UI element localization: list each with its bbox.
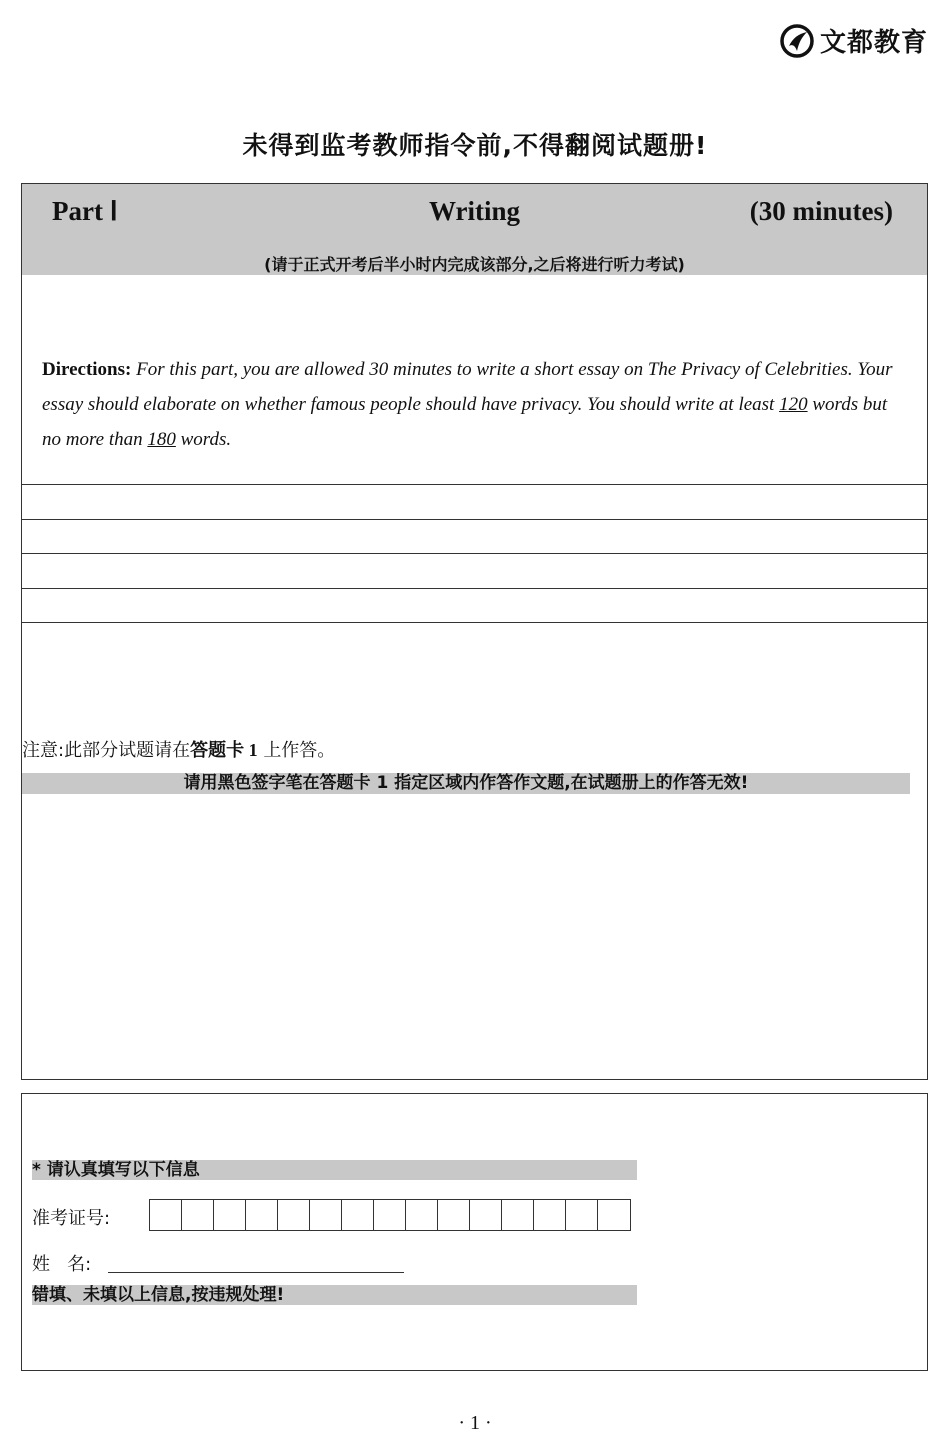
info-footer: 错填、未填以上信息,按违规处理! <box>32 1285 637 1305</box>
top-warning: 未得到监考教师指令前,不得翻阅试题册! <box>242 131 708 160</box>
id-digit-cell[interactable] <box>566 1200 598 1230</box>
id-digit-cell[interactable] <box>246 1200 278 1230</box>
candidate-info-box <box>21 1093 928 1371</box>
section-header <box>22 184 927 275</box>
answer-card-ref: 答题卡 1 <box>190 740 258 760</box>
id-digit-cell[interactable] <box>534 1200 566 1230</box>
id-digit-cell[interactable] <box>342 1200 374 1230</box>
info-header: * 请认真填写以下信息 <box>32 1160 637 1180</box>
id-digit-cell[interactable] <box>214 1200 246 1230</box>
id-digit-cell[interactable] <box>438 1200 470 1230</box>
id-digit-cell[interactable] <box>470 1200 502 1230</box>
id-digit-cell[interactable] <box>406 1200 438 1230</box>
divider-line <box>22 519 927 520</box>
directions-text <box>42 359 893 450</box>
id-digit-cell[interactable] <box>502 1200 534 1230</box>
divider-line <box>22 588 927 589</box>
divider-line <box>22 553 927 554</box>
id-digit-cell[interactable] <box>150 1200 182 1230</box>
id-digit-cell[interactable] <box>182 1200 214 1230</box>
divider-line <box>22 484 927 485</box>
directions-text-part: words. <box>175 429 232 450</box>
page-number: · 1 · <box>458 1412 492 1434</box>
publisher-logo <box>780 22 928 59</box>
min-words: 120 <box>779 394 808 415</box>
notice-band: 请用黑色签字笔在答题卡 1 指定区域内作答作文题,在试题册上的作答无效! <box>22 773 910 794</box>
notice-prefix: 注意:此部分试题请在 <box>22 740 191 761</box>
wendu-logo-icon <box>780 24 814 58</box>
part-note: (请于正式开考后半小时内完成该部分,之后将进行听力考试) <box>264 255 685 274</box>
directions-text-part: words but no more than <box>42 394 888 450</box>
directions-text-part: For this part, you are allowed 30 minutes to write a short essay on The Privacy of Celebrities. Your essay should elaborate on whether famous people should have privacy. You should write at least <box>42 359 893 415</box>
id-digit-cell[interactable] <box>598 1200 630 1230</box>
part-label: Part Ⅰ <box>52 196 118 226</box>
notice-suffix: 上作答。 <box>263 740 336 761</box>
max-words: 180 <box>147 429 176 450</box>
id-digit-cell[interactable] <box>278 1200 310 1230</box>
directions-label: Directions: <box>42 359 132 380</box>
answer-notice <box>22 736 335 762</box>
id-digit-cell[interactable] <box>310 1200 342 1230</box>
part-time: (30 minutes) <box>749 196 893 226</box>
name-label: 姓 名: <box>32 1254 92 1275</box>
directions <box>42 352 907 457</box>
candidate-id-grid[interactable] <box>149 1199 631 1231</box>
writing-section <box>21 183 928 1080</box>
id-label: 准考证号: <box>32 1208 111 1229</box>
logo-text: 文都教育 <box>819 28 928 58</box>
part-title: Writing <box>428 196 520 226</box>
name-field[interactable] <box>108 1272 404 1273</box>
divider-line <box>22 622 927 623</box>
id-digit-cell[interactable] <box>374 1200 406 1230</box>
